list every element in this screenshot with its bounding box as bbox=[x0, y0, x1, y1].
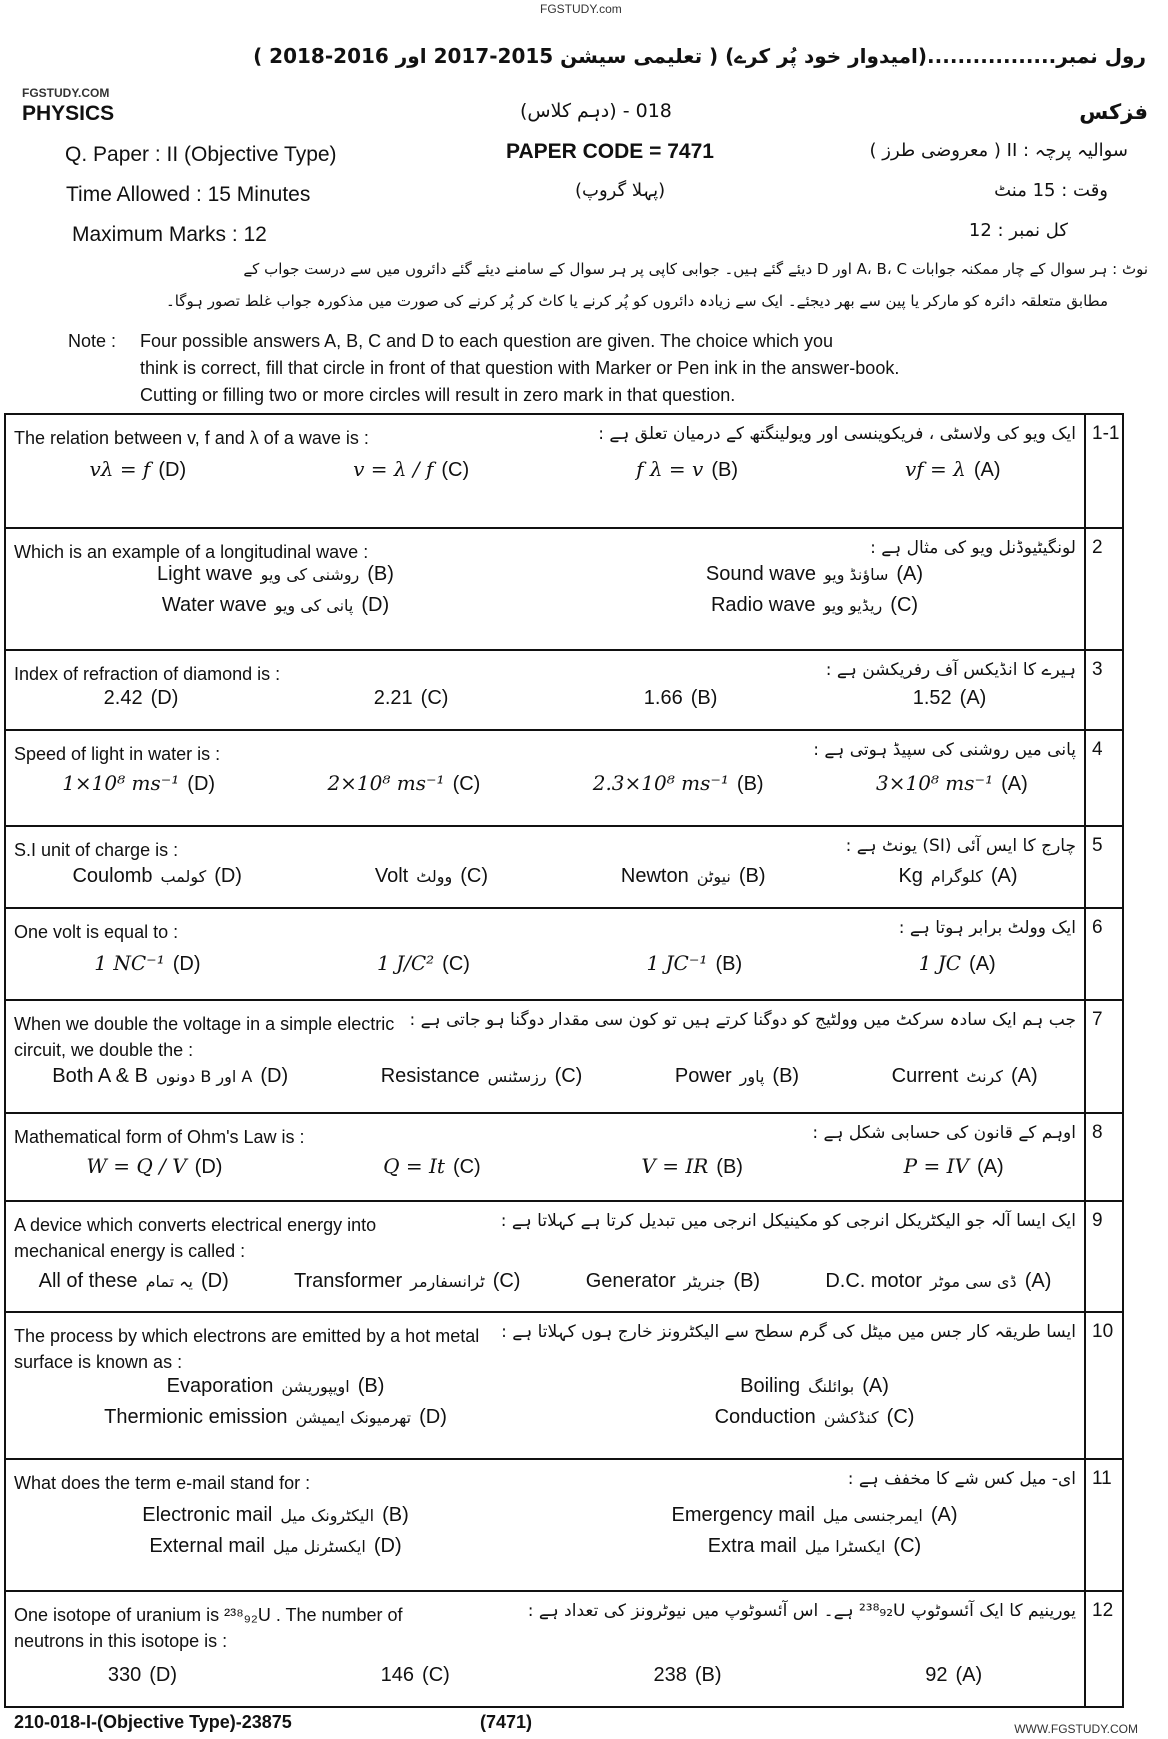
question-number: 10 bbox=[1084, 1313, 1122, 1458]
watermark: FGSTUDY.COM bbox=[22, 86, 110, 100]
question-text-ur: ایک وولٹ برابر ہوتا ہے : bbox=[898, 918, 1076, 938]
answer-option bbox=[375, 865, 488, 888]
question-number: 7 bbox=[1084, 1001, 1122, 1112]
answer-option bbox=[892, 1065, 1038, 1088]
option-text: 1.52 bbox=[912, 687, 952, 709]
question-row bbox=[6, 1592, 1122, 1706]
option-text-ur: A اور B دونوں bbox=[155, 1067, 253, 1086]
question-text-en: S.I unit of charge is : bbox=[14, 840, 179, 860]
answer-option bbox=[6, 563, 545, 586]
option-text: Conduction bbox=[714, 1406, 816, 1428]
answer-option bbox=[89, 457, 186, 482]
option-letter: (A) bbox=[990, 865, 1018, 887]
option-letter: (B) bbox=[733, 1270, 761, 1292]
answer-option bbox=[593, 771, 764, 796]
option-text: Kg bbox=[898, 865, 923, 887]
option-text-ur: ساؤنڈ ویو bbox=[824, 565, 889, 584]
option-text: Evaporation bbox=[166, 1375, 274, 1397]
question-text-en: Which is an example of a longitudinal wave : bbox=[14, 542, 369, 562]
question-text-ur: جب ہم ایک سادہ سرکٹ میں وولٹیج کو دوگنا کرتے ہیں تو کون سی مقدار دوگنا ہو جاتی ہے : bbox=[409, 1010, 1076, 1030]
question-number: 6 bbox=[1084, 909, 1122, 999]
option-letter: (B) bbox=[690, 687, 718, 709]
answer-option bbox=[636, 457, 738, 482]
question-text-en: One volt is equal to : bbox=[14, 922, 179, 942]
question-row bbox=[6, 529, 1122, 651]
option-formula: 1 NC⁻¹ bbox=[94, 951, 165, 975]
answer-option bbox=[621, 865, 766, 888]
answer-option bbox=[545, 1406, 1084, 1429]
question-body bbox=[6, 1001, 1084, 1112]
answer-option bbox=[898, 865, 1017, 888]
answer-option bbox=[6, 1375, 545, 1398]
option-letter: (B) bbox=[367, 563, 394, 585]
option-letter: (D) bbox=[200, 1270, 229, 1292]
watermark-bottom: WWW.FGSTUDY.COM bbox=[1014, 1722, 1138, 1736]
answer-option bbox=[94, 951, 200, 976]
option-letter: (C) bbox=[452, 1156, 481, 1178]
option-text: D.C. motor bbox=[825, 1270, 922, 1292]
option-formula: 3×10⁸ ms⁻¹ bbox=[875, 771, 994, 795]
question-text-ur: ایسا طریقہ کار جس میں میٹل کی گرم سطح سے الیکٹرونز خارج ہوں کہلاتا ہے : bbox=[501, 1322, 1076, 1342]
option-letter: (A) bbox=[1001, 773, 1028, 795]
questions-table bbox=[4, 413, 1124, 1708]
question-row bbox=[6, 1313, 1122, 1460]
question-text-en: Speed of light in water is : bbox=[14, 744, 221, 764]
maximum-marks-ur: کل نمبر : 12 bbox=[968, 220, 1068, 241]
question-row bbox=[6, 827, 1122, 909]
question-number: 8 bbox=[1084, 1114, 1122, 1200]
option-letter: (C) bbox=[893, 1535, 922, 1557]
note-en-label: Note : bbox=[68, 331, 117, 351]
option-letter: (D) bbox=[361, 594, 390, 616]
option-text: Emergency mail bbox=[671, 1504, 815, 1526]
option-text: Current bbox=[891, 1065, 959, 1087]
option-text-ur: کولمب bbox=[160, 867, 207, 886]
option-letter: (B) bbox=[715, 953, 743, 975]
option-letter: (A) bbox=[930, 1504, 958, 1526]
option-letter: (D) bbox=[214, 865, 242, 887]
option-formula: P = IV bbox=[903, 1154, 969, 1178]
note-en-line-1: Four possible answers A, B, C and D to each question are given. The choice which you bbox=[140, 331, 834, 351]
option-letter: (C) bbox=[492, 1270, 521, 1292]
option-text: 330 bbox=[107, 1664, 142, 1686]
question-row bbox=[6, 651, 1122, 731]
question-text-ur: یورینیم کا ایک آئسوٹوپ ²³⁸₉₂U ہے۔ اس آئسوٹوپ میں نیوٹرونز کی تعداد ہے : bbox=[527, 1601, 1076, 1621]
option-letter: (D) bbox=[373, 1535, 402, 1557]
subject-ur: فزکس bbox=[1079, 100, 1148, 124]
question-body bbox=[6, 731, 1084, 825]
option-text-ur: جنریٹر bbox=[683, 1272, 726, 1291]
question-body bbox=[6, 909, 1084, 999]
answer-option bbox=[545, 1535, 1084, 1558]
question-text-en: Mathematical form of Ohm's Law is : bbox=[14, 1127, 305, 1147]
option-letter: (C) bbox=[441, 459, 470, 481]
option-letter: (C) bbox=[422, 1664, 450, 1686]
answer-option bbox=[925, 1664, 982, 1687]
option-letter: (C) bbox=[420, 687, 449, 709]
option-text: Power bbox=[674, 1065, 732, 1087]
answer-option bbox=[904, 1154, 1004, 1179]
option-letter: (D) bbox=[149, 1664, 177, 1686]
answer-option bbox=[545, 563, 1084, 586]
option-formula: vλ = f bbox=[89, 457, 151, 481]
option-formula: Q = It bbox=[383, 1154, 445, 1178]
question-number: 2 bbox=[1084, 529, 1122, 649]
option-text-ur: ٹرانسفارمر bbox=[410, 1272, 485, 1291]
option-letter: (A) bbox=[973, 459, 1001, 481]
answer-option bbox=[646, 951, 742, 976]
roll-number-session-line: رول نمبر.................(امیدوار خود پُر کرے) ( تعلیمی سیشن 2015-2017 اور 2016-2018 ) bbox=[253, 44, 1146, 68]
option-letter: (C) bbox=[886, 1406, 915, 1428]
answer-option bbox=[586, 1270, 760, 1293]
option-letter: (D) bbox=[419, 1406, 447, 1428]
question-number: 5 bbox=[1084, 827, 1122, 907]
answer-option bbox=[919, 951, 996, 976]
question-text-ur: چارج کا ایس آئی (SI) یونٹ ہے : bbox=[845, 836, 1076, 856]
question-number: 9 bbox=[1084, 1202, 1122, 1311]
option-text-ur: کنڈکشن bbox=[823, 1408, 879, 1427]
question-number: 12 bbox=[1084, 1592, 1122, 1706]
option-text: Sound wave bbox=[705, 563, 816, 585]
answer-option bbox=[327, 771, 480, 796]
option-letter: (C) bbox=[554, 1065, 583, 1087]
footer-paper-code: (7471) bbox=[480, 1712, 533, 1732]
time-allowed-ur: وقت : 15 منٹ bbox=[994, 180, 1108, 201]
option-text: Generator bbox=[585, 1270, 676, 1292]
option-text: Resistance bbox=[380, 1065, 480, 1087]
question-body bbox=[6, 529, 1084, 649]
option-formula: vf = λ bbox=[904, 457, 966, 481]
option-text: 146 bbox=[380, 1664, 415, 1686]
answer-option bbox=[381, 1065, 583, 1088]
option-letter: (B) bbox=[357, 1375, 385, 1397]
option-text: Volt bbox=[374, 865, 409, 887]
question-body bbox=[6, 1114, 1084, 1200]
answer-option bbox=[825, 1270, 1051, 1293]
option-text-ur: ڈی سی موٹر bbox=[930, 1272, 1017, 1291]
option-text: Light wave bbox=[157, 563, 253, 585]
answer-option bbox=[104, 687, 179, 710]
option-text: 1.66 bbox=[643, 687, 683, 709]
question-text-ur: ایک ایسا آلہ جو الیکٹریکل انرجی کو مکینیکل انرجی میں تبدیل کرتا ہے کہلاتا ہے : bbox=[500, 1211, 1076, 1231]
answer-option bbox=[876, 771, 1028, 796]
option-formula: 1 JC bbox=[918, 951, 962, 975]
option-text: Electronic mail bbox=[142, 1504, 273, 1526]
maximum-marks-en: Maximum Marks : 12 bbox=[72, 223, 267, 246]
option-letter: (B) bbox=[716, 1156, 743, 1178]
option-formula: 1 JC⁻¹ bbox=[646, 951, 708, 975]
option-text: Coulomb bbox=[72, 865, 153, 887]
option-text: Both A & B bbox=[52, 1065, 148, 1087]
option-text: 92 bbox=[925, 1664, 948, 1686]
question-number: 1-1 bbox=[1084, 415, 1122, 527]
option-text: Radio wave bbox=[710, 594, 816, 616]
option-letter: (A) bbox=[959, 687, 987, 709]
question-text-ur: ای- میل کس شے کا مخفف ہے : bbox=[847, 1469, 1076, 1489]
option-text: Extra mail bbox=[707, 1535, 797, 1557]
option-letter: (C) bbox=[890, 594, 919, 616]
option-text-ur: کلوگرام bbox=[930, 867, 983, 886]
note-en-line-3: Cutting or filling two or more circles will result in zero mark in that question. bbox=[140, 385, 736, 405]
option-letter: (B) bbox=[738, 865, 766, 887]
option-letter: (B) bbox=[694, 1664, 722, 1686]
option-letter: (A) bbox=[1010, 1065, 1038, 1087]
option-formula: f λ = v bbox=[636, 457, 704, 481]
option-letter: (B) bbox=[382, 1504, 409, 1526]
answer-option bbox=[905, 457, 1001, 482]
answer-option bbox=[641, 1154, 743, 1179]
option-text-ur: یہ تمام bbox=[145, 1272, 193, 1291]
question-number: 4 bbox=[1084, 731, 1122, 825]
question-body bbox=[6, 1592, 1084, 1706]
question-body bbox=[6, 1313, 1084, 1458]
answer-option bbox=[6, 1504, 545, 1527]
answer-option bbox=[383, 1154, 481, 1179]
answer-option bbox=[545, 1504, 1084, 1527]
answer-option bbox=[6, 594, 545, 617]
option-formula: W = Q / V bbox=[86, 1154, 187, 1178]
question-text-en: A device which converts electrical energy into mechanical energy is called : bbox=[14, 1215, 377, 1261]
class-label: 018 - (دہم کلاس) bbox=[520, 100, 672, 122]
option-text-ur: نیوٹن bbox=[696, 867, 731, 886]
answer-option bbox=[39, 1270, 229, 1293]
answer-option bbox=[545, 1375, 1084, 1398]
option-text: Water wave bbox=[161, 594, 267, 616]
answer-option bbox=[377, 951, 470, 976]
question-body bbox=[6, 1460, 1084, 1590]
question-body bbox=[6, 651, 1084, 729]
answer-option bbox=[86, 1154, 222, 1179]
note-en-line-2: think is correct, fill that circle in front of that question with Marker or Pen ink in the answer-book. bbox=[140, 358, 900, 378]
option-letter: (C) bbox=[460, 865, 489, 887]
option-letter: (C) bbox=[442, 953, 470, 975]
question-paper-ur: سوالیہ پرچہ : II ( معروضی طرز ) bbox=[869, 140, 1128, 161]
option-letter: (D) bbox=[194, 1156, 223, 1178]
paper-code: PAPER CODE = 7471 bbox=[506, 140, 714, 163]
question-paper-en: Q. Paper : II (Objective Type) bbox=[65, 143, 337, 166]
question-text-en: One isotope of uranium is ²³⁸₉₂U . The number of neutrons in this isotope is : bbox=[14, 1605, 403, 1651]
option-formula: 2.3×10⁸ ms⁻¹ bbox=[592, 771, 729, 795]
option-formula: 1 J/C² bbox=[377, 951, 435, 975]
question-body bbox=[6, 1202, 1084, 1311]
option-text: 2.21 bbox=[373, 687, 413, 709]
question-row bbox=[6, 415, 1122, 529]
option-letter: (A) bbox=[976, 1156, 1004, 1178]
question-text-en: Index of refraction of diamond is : bbox=[14, 664, 281, 684]
option-text-ur: تھرمیونک ایمیشن bbox=[295, 1408, 412, 1427]
option-text-ur: روشنی کی ویو bbox=[260, 565, 360, 584]
question-row bbox=[6, 909, 1122, 1001]
option-letter: (D) bbox=[187, 773, 216, 795]
option-formula: 1×10⁸ ms⁻¹ bbox=[62, 771, 180, 795]
option-text-ur: ایکسٹرا میل bbox=[804, 1537, 886, 1556]
question-number: 3 bbox=[1084, 651, 1122, 729]
option-text-ur: وولٹ bbox=[416, 867, 453, 886]
question-text-ur: ہیرے کا انڈیکس آف رفریکشن ہے : bbox=[825, 660, 1076, 680]
option-letter: (A) bbox=[955, 1664, 983, 1686]
answer-option bbox=[545, 594, 1084, 617]
option-letter: (A) bbox=[969, 953, 996, 975]
option-text: 2.42 bbox=[103, 687, 143, 709]
option-text: Boiling bbox=[740, 1375, 801, 1397]
option-text: 238 bbox=[653, 1664, 687, 1686]
option-text-ur: بوائلنگ bbox=[808, 1377, 855, 1396]
question-text-ur: ایک ویو کی ولاسٹی ، فریکوینسی اور ویولینگتھ کے درمیان تعلق ہے : bbox=[598, 424, 1076, 444]
option-text: External mail bbox=[149, 1535, 265, 1557]
option-text-ur: رزسٹنس bbox=[487, 1067, 547, 1086]
option-text: All of these bbox=[38, 1270, 138, 1292]
time-allowed-en: Time Allowed : 15 Minutes bbox=[66, 183, 311, 206]
option-letter: (D) bbox=[172, 953, 201, 975]
option-letter: (B) bbox=[772, 1065, 800, 1087]
subject-en: PHYSICS bbox=[22, 102, 115, 125]
answer-option bbox=[374, 687, 449, 710]
option-text: Newton bbox=[620, 865, 689, 887]
question-row bbox=[6, 1114, 1122, 1202]
answer-option bbox=[62, 771, 215, 796]
option-text: Thermionic emission bbox=[104, 1406, 288, 1428]
option-letter: (D) bbox=[158, 459, 187, 481]
answer-option bbox=[294, 1270, 520, 1293]
note-ur-line-2: مطابق متعلقہ دائرہ کو مارکر یا پین سے بھر دیجئے۔ ایک سے زیادہ دائروں کو پُر کرنے یا کاٹ کر پُر کرنے کی صورت میں مذکورہ جواب غلط تصور ہوگا۔ bbox=[165, 292, 1108, 310]
question-text-ur: لونگیٹیوڈنل ویو کی مثال ہے : bbox=[870, 538, 1076, 558]
answer-option bbox=[675, 1065, 799, 1088]
answer-option bbox=[108, 1664, 177, 1687]
option-formula: v = λ / f bbox=[353, 457, 434, 481]
option-text-ur: ایکسٹرنل میل bbox=[273, 1537, 366, 1556]
option-letter: (A) bbox=[896, 563, 924, 585]
group-label: (پہلا گروپ) bbox=[575, 180, 666, 201]
question-row bbox=[6, 1001, 1122, 1114]
answer-option bbox=[353, 457, 469, 482]
option-formula: 2×10⁸ ms⁻¹ bbox=[327, 771, 445, 795]
question-text-en: The process by which electrons are emitted by a hot metal surface is known as : bbox=[14, 1326, 480, 1372]
footer-code: 210-018-I-(Objective Type)-23875 bbox=[14, 1712, 292, 1732]
option-letter: (B) bbox=[711, 459, 739, 481]
answer-option bbox=[6, 1535, 545, 1558]
option-text-ur: اویپوریشن bbox=[281, 1377, 350, 1396]
option-text-ur: کرنٹ bbox=[966, 1067, 1003, 1086]
option-letter: (B) bbox=[736, 773, 764, 795]
answer-option bbox=[644, 687, 718, 710]
option-text-ur: الیکٹرونک میل bbox=[280, 1506, 375, 1525]
question-row bbox=[6, 1202, 1122, 1313]
option-text-ur: پانی کی ویو bbox=[274, 596, 354, 615]
watermark-top: FGSTUDY.com bbox=[540, 2, 622, 16]
question-number: 11 bbox=[1084, 1460, 1122, 1590]
option-letter: (D) bbox=[150, 687, 179, 709]
question-body bbox=[6, 415, 1084, 527]
answer-option bbox=[913, 687, 987, 710]
question-text-ur: اوہم کے قانون کی حسابی شکل ہے : bbox=[812, 1123, 1076, 1143]
note-ur-line-1: نوٹ : ہر سوال کے چار ممکنہ جوابات A، B، C اور D دیئے گئے ہیں۔ جوابی کاپی پر ہر سوال کے سامنے دیئے گئے دائروں میں سے درست جواب کے bbox=[243, 260, 1148, 278]
option-letter: (A) bbox=[862, 1375, 889, 1397]
option-formula: V = IR bbox=[641, 1154, 709, 1178]
question-row bbox=[6, 1460, 1122, 1592]
question-text-en: The relation between v, f and λ of a wave is : bbox=[14, 428, 369, 448]
answer-option bbox=[52, 1065, 288, 1088]
option-text-ur: ایمرجنسی میل bbox=[822, 1506, 923, 1525]
question-body bbox=[6, 827, 1084, 907]
question-text-ur: پانی میں روشنی کی سپیڈ ہوتی ہے : bbox=[813, 740, 1076, 760]
option-letter: (D) bbox=[260, 1065, 289, 1087]
option-text: Transformer bbox=[293, 1270, 403, 1292]
answer-option bbox=[654, 1664, 722, 1687]
option-text-ur: پاور bbox=[739, 1067, 765, 1086]
answer-option bbox=[6, 1406, 545, 1429]
option-letter: (A) bbox=[1024, 1270, 1052, 1292]
question-row bbox=[6, 731, 1122, 827]
option-text-ur: ریڈیو ویو bbox=[823, 596, 883, 615]
question-text-en: When we double the voltage in a simple electric circuit, we double the : bbox=[14, 1014, 395, 1060]
question-text-en: What does the term e-mail stand for : bbox=[14, 1473, 311, 1493]
option-letter: (C) bbox=[452, 773, 481, 795]
answer-option bbox=[381, 1664, 450, 1687]
answer-option bbox=[72, 865, 242, 888]
